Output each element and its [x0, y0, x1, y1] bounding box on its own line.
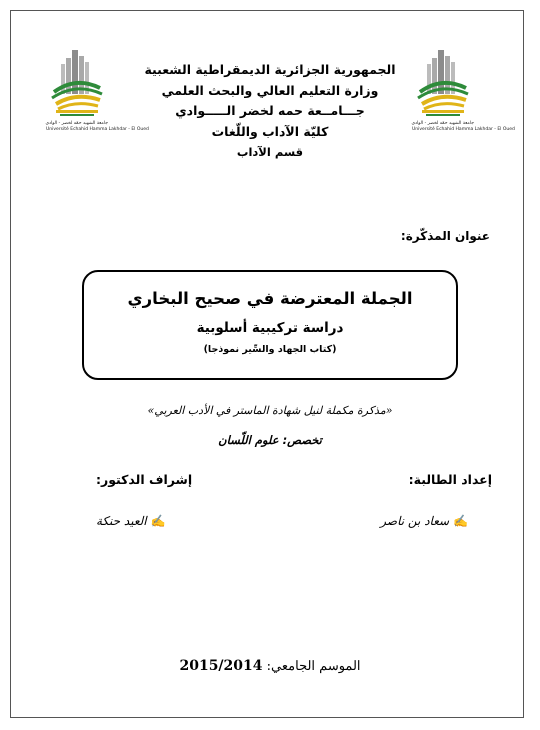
ministry-name: وزارة التعليم العالي والبحث العلمي: [161, 82, 379, 98]
pen-icon: ✍: [150, 514, 166, 528]
logo-caption-ar: جامعة الشهيد حمّه لخضر - الوادي: [45, 121, 108, 126]
university-name: جـــامــعة حمه لخضر الـــــوادي: [175, 103, 365, 118]
supervisor-name-row: [96, 514, 166, 528]
university-logo-icon: [412, 48, 474, 120]
logo-caption-ar: جامعة الشهيد حمّه لخضر - الوادي: [411, 121, 474, 126]
supervisor-label: إشراف الدكتور:: [96, 472, 193, 487]
university-logo-icon: [46, 48, 108, 120]
student-name: سعاد بن ناصر: [380, 514, 450, 528]
supervisor-name: العيد حنكة: [96, 514, 147, 528]
student-name-row: [380, 514, 468, 528]
memo-purpose: «مذكرة مكملة لنيل شهادة الماستر في الأدب العربي»: [147, 404, 393, 417]
thesis-scope-note: (كتاب الجهاد والسِّير نموذجا): [203, 344, 337, 355]
university-logo-right: [411, 48, 515, 134]
university-logo-left: [45, 48, 149, 134]
institution-header: [120, 60, 420, 163]
academic-season: [0, 658, 540, 674]
republic-name: الجمهورية الجزائرية الديمقراطية الشعبية: [144, 62, 396, 77]
faculty-name: كليّة الآداب واللّغات: [211, 123, 329, 139]
title-box: [82, 270, 458, 380]
season-years: 2015/2014: [179, 658, 263, 674]
memo-title-label: عنوان المذكّرة:: [400, 229, 490, 243]
logo-caption-fr: Université Echahid Hamma Lakhdar - El Oued: [412, 127, 515, 132]
season-label: الموسم الجامعي:: [266, 659, 361, 674]
department-name: قسم الآداب: [236, 145, 304, 159]
thesis-main-title: الجملة المعترضة في صحيح البخاري: [127, 289, 413, 308]
thesis-subtitle: دراسة تركيبية أسلوبية: [196, 320, 344, 336]
logo-caption-fr: Université Echahid Hamma Lakhdar - El Oued: [46, 127, 149, 132]
student-label: إعداد الطالبة:: [408, 472, 492, 487]
pen-icon: ✍: [453, 514, 468, 528]
specialty: تخصص: علوم اللّسان: [218, 433, 322, 447]
